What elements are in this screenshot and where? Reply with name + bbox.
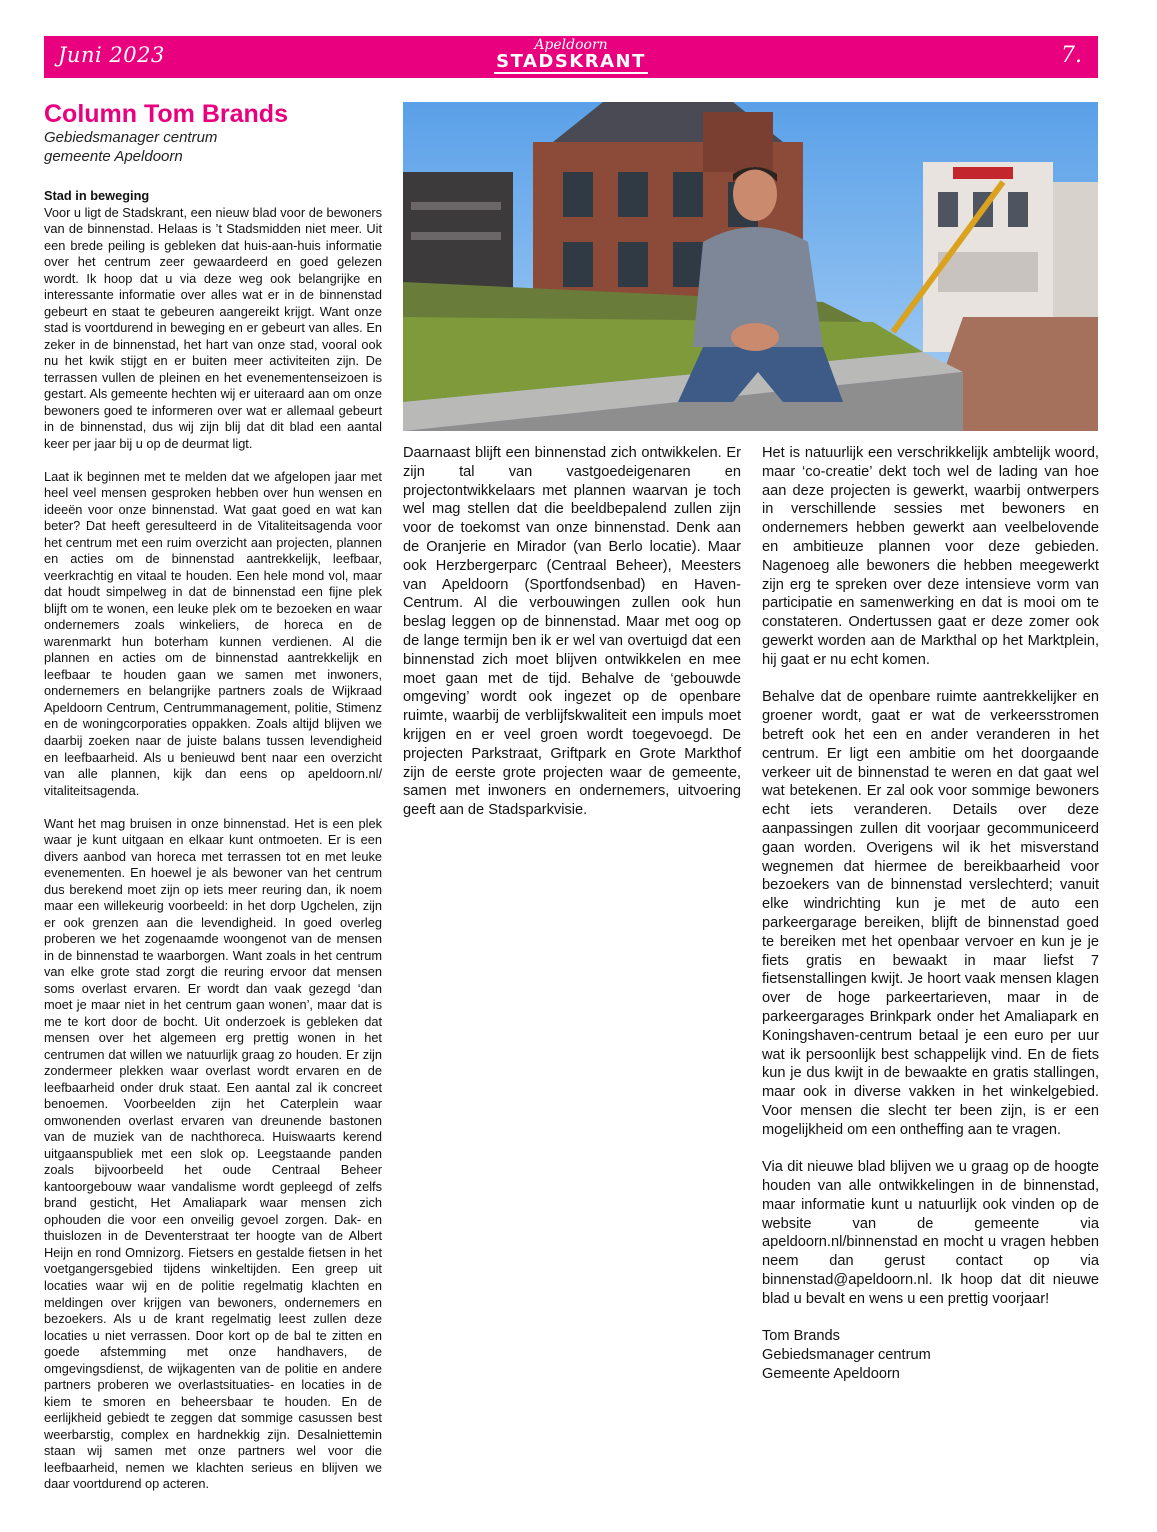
article-column-2 bbox=[403, 444, 741, 820]
masthead-city: Apeldoorn bbox=[534, 37, 608, 53]
photo-illustration bbox=[403, 102, 1098, 431]
signature-role: Gebiedsmanager centrum bbox=[762, 1347, 931, 1364]
article-photo bbox=[403, 102, 1098, 431]
section-heading: Stad in beweging bbox=[44, 188, 150, 203]
paragraph-ontwikkelingen: Daarnaast blijft een binnenstad zich ontwikkelen. Er zijn tal van vastgoedeigenaren en projectontwikkelaars met plannen waarvan je toch wel mag stellen dat die beeldbepalend zullen zijn voor de toekomst van onze binnenstad. Denk aan de Oranjerie en Mirador (van Berlo locatie). Maar ook Herzbergerparc (Centraal Beheer), Meesters van Apeldoorn (Sportfondsenbad) en Haven-Centrum. Al die verbouwingen zullen ook hun beslag leggen op de binnenstad. Maar met oog op de lange termijn ben ik er wel van overtuigd dat een binnenstad zich moet blijven ontwikkelen en mee moet gaan met de tijd. Behalve de ‘gebouwde omgeving’ wordt ook ingezet op de openbare ruimte, waarbij de verblijfskwaliteit een impuls moet krijgen en er veel groen wordt toegevoegd. De projecten Parkstraat, Griftpark en Grote Markthof zijn de eerste grote projecten waar de gemeente, samen met inwoners en ondernemers, uitvoering geeft aan de Stadsparkvisie. bbox=[403, 445, 741, 819]
signature-org: Gemeente Apeldoorn bbox=[762, 1366, 900, 1383]
signature-name: Tom Brands bbox=[762, 1328, 840, 1345]
article-column-1 bbox=[44, 188, 382, 1509]
paragraph-leefbaarheid: Want het mag bruisen in onze binnenstad. Het is een plek waar je kunt uitgaan en elkaar kunt ontmoeten. Er is een divers aanbod van horeca met terrassen tot en met leuke evenementen. En hoewel je als bewoner van het centrum dus berekend moet zijn op iets meer reuring dan, ik noem maar een willekeurig voorbeeld: in het dorp Ugchelen, zijn er ook grenzen aan die levendigheid. In goed overleg proberen we het zogenaamde woongenot van de mensen in de binnenstad te waarborgen. Want zoals in het centrum van elke grote stad zorgt die reuring ervoor dat mensen soms overlast ervaren. Er wordt dan vaak gezegd ‘dan moet je maar niet in het centrum gaan wonen’, maar dat is me te kort door de bocht. Uit onderzoek is gebleken dat mensen over het algemeen erg prettig wonen in het centrumen dat willen we natuurlijk graag zo houden. Er zijn zondermeer plekken waar overlast wordt ervaren en de leefbaarheid onder druk staat. Een aantal zal ik concreet benoemen. Voorbeelden zijn het Caterplein waar omwonenden overlast ervaren van dreunende bastonen van de muziek van de nachthoreca. Huiswaarts kerend uitgaanspubliek met een slok op. Leegstaande panden zoals bijvoorbeeld het oude Centraal Beheer kantoorgebouw waar vandalisme wordt gepleegd of zelfs brand gesticht, Het Amaliapark waar mensen zich ophouden die voor een onveilig gevoel zorgen. Dak- en thuislozen in de Deventerstraat ter hoogte van de Albert Heijn en rond Omnizorg. Fietsers en gestalde fietsen in het voetgangersgebied tijdens winkeltijden. Een greep uit locaties waar wij en de politie regelmatig klachten en meldingen over krijgen van bewoners, ondernemers en bezoekers. Als u de krant regelmatig leest zullen deze locaties u niet verrassen. Door kort op de bal te zitten en goede afstemming met onze handhavers, de omgevingsdienst, de wijkagenten van de politie en andere partners proberen we overlastsituaties- en locaties in de kiem te smoren en beheersbaar te houden. En de eerlijkheid gebiedt te zeggen dat sommige casussen best weerbarstig, complex en hardnekkig zijn. Desalniettemin staan wij samen met onze partners wel voor die leefbaarheid, nemen we klachten serieus en blijven we daar voortdurend op acteren. bbox=[44, 815, 382, 1492]
paragraph-co-creatie: Het is natuurlijk een verschrikkelijk ambtelijk woord, maar ‘co-creatie’ dekt toch wel de lading van hoe aan deze projecten is gewerkt, waarbij ontwerpers in verschillende sessies met bewoners en ondernemers hebben gewerkt aan veelbelovende en ambitieuze plannen voor deze gebieden. Nagenoeg alle bewoners die hebben meegewerkt zijn erg te spreken over deze intensieve vorm van participatie en samenwerking en dat is mooi om te constateren. Ondertussen gaat er deze zomer ook gewerkt worden aan de Markthal op het Marktplein, hij gaat er nu echt komen. bbox=[762, 445, 1099, 668]
paragraph-verkeer: Behalve dat de openbare ruimte aantrekkelijker en groener wordt, gaat er wat de verkeersstromen betreft ook het een en ander veranderen in het centrum. Er ligt een ambitie om het doorgaande verkeer uit de binnenstad te weren en dat gaat wel wat betekenen. Er zal ook voor sommige bewoners echt iets veranderen. Details over deze aanpassingen zullen dit voorjaar gecommuniceerd gaan worden. Overigens wil ik het misverstand wegnemen dat hiermee de bereikbaarheid voor bezoekers van de binnenstad verslechterd; vanuit elke windrichting kun je met de auto een parkeergarage bereiken, blijft de binnenstad goed te bereiken met het openbaar vervoer en kun je je fiets gratis en bewaakt in maar liefst 7 fietsenstallingen kwijt. Je hoort vaak mensen klagen over de hoge parkeertarieven, maar in de parkeergarages Brinkpark onder het Amaliapark en Koningshaven-centrum betaal je een euro per uur wat ik persoonlijk best schappelijk vind. En de fiets kun je dus kwijt in de bewaakte en gratis stallingen, maar ook in diverse vakken in het winkelgebied. Voor mensen die slecht ter been zijn, is er een mogelijkheid om een ontheffing aan te vragen. bbox=[762, 689, 1099, 1138]
article-title: Column Tom Brands bbox=[44, 100, 288, 128]
paragraph-afsluiting: Via dit nieuwe blad blijven we u graag op de hoogte houden van alle ontwikkelingen in de binnenstad, maar informatie kunt u natuurlijk ook vinden op de website van de gemeente via apeldoorn.nl/binnenstad en mocht u vragen hebben neem dan gerust contact op via binnenstad@apeldoorn.nl. Ik hoop dat dit nieuwe blad u bevalt en wens u een prettig voorjaar! bbox=[762, 1159, 1099, 1307]
article-column-3 bbox=[762, 444, 1099, 1384]
byline-org: gemeente Apeldoorn bbox=[44, 148, 183, 165]
byline-role: Gebiedsmanager centrum bbox=[44, 129, 218, 146]
masthead-title: STADSKRANT bbox=[494, 52, 648, 74]
header-bar bbox=[44, 36, 1098, 78]
masthead-logo bbox=[494, 38, 648, 74]
issue-date: Juni 2023 bbox=[58, 43, 165, 67]
article-byline bbox=[44, 128, 217, 166]
paragraph-intro: Voor u ligt de Stadskrant, een nieuw blad voor de bewoners van de binnenstad. Helaas is ’t Stadsmidden niet meer. Uit een brede peiling is gebleken dat huis-aan-huis informatie over het centrum zeer gewaardeerd en goed gelezen wordt. Ik hoop dat u via deze weg ook belangrijke en interessante informatie over alles wat er in de binnenstad gebeurt en staat te gebeuren aangereikt krijgt. Want onze stad is voortdurend in beweging en er gebeurt van alles. En zeker in de binnenstad, het hart van onze stad, vooral ook nu het kwik stijgt en er buiten meer activiteiten zijn. De terrassen vullen de pleinen en het evenementenseizoen is gestart. Als gemeente hechten wij er uiteraard aan om onze bewoners goed te informeren over wat er allemaal gebeurt in de binnenstad, dus wij zijn blij dat dit blad een aantal keer per jaar bij u op de deurmat ligt. bbox=[44, 204, 382, 451]
paragraph-vitaliteitsagenda: Laat ik beginnen met te melden dat we afgelopen jaar met heel veel mensen gesproken hebben over hun wensen en ideeën voor onze binnenstad. Wat gaat goed en wat kan beter? Dat heeft geresulteerd in de Vitaliteitsagenda voor het centrum met een ruim overzicht aan projecten, plannen en acties om de binnenstad aantrekkelijk, leefbaar, veerkrachtig en vitaal te houden. Een hele mond vol, maar dat houdt simpelweg in dat de binnenstad een fijne plek blijft om te wonen, een leuke plek om te bezoeken en waar ondernemers zoals winkeliers, de horeca en de warenmarkt hun boterham kunnen verdienen. Al die plannen en acties om de binnenstad aantrekkelijk en leefbaar te houden gaan we samen met inwoners, ondernemers en belangrijke partners zoals de Wijkraad Apeldoorn Centrum, Centrummanagement, politie, Stimenz en de woningcorporaties oppakken. Zoals altijd blijven we daarbij zoeken naar de juiste balans tussen levendigheid en leefbaarheid. Als u benieuwd bent naar een overzicht van alle plannen, kijk dan eens op apeldoorn.nl/ vitaliteitsagenda. bbox=[44, 468, 382, 798]
page-number: 7. bbox=[1061, 43, 1082, 68]
signature bbox=[762, 1327, 1099, 1383]
